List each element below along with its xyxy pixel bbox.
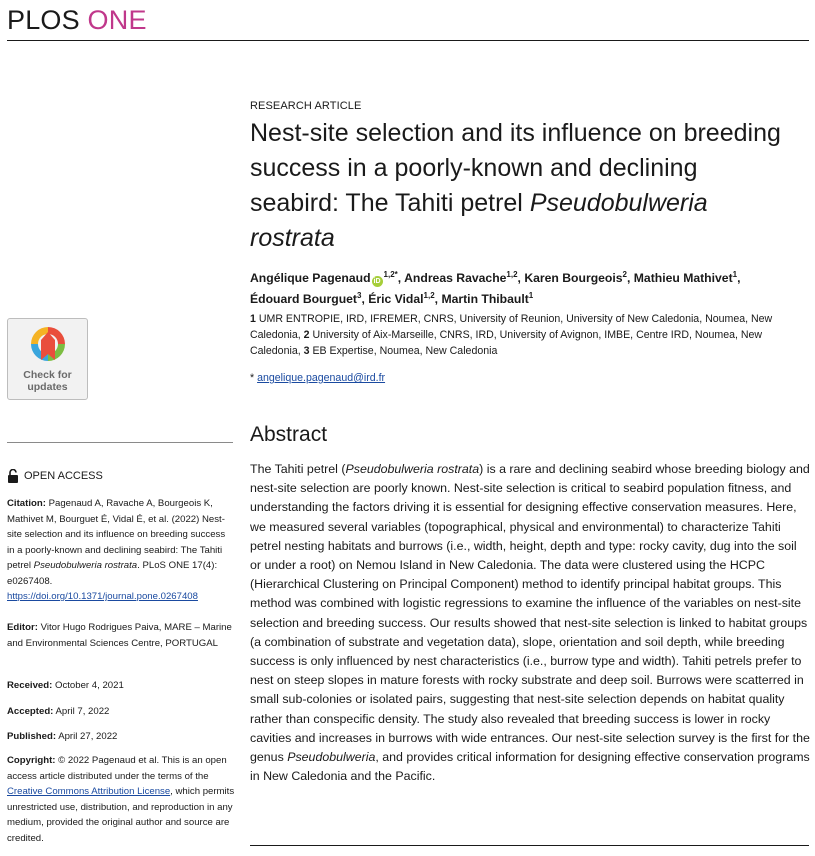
author[interactable]: Mathieu Mathivet — [633, 271, 733, 285]
abstract-text: The Tahiti petrel (Pseudobulweria rostrata) is a rare and declining seabird whose breeding biology and nest-site selection are poorly known. Nest-site selection is critical to seabird population fitness, and understanding the factors driving it is essential for designing effective conservation measures. Here, we measured several variables (topographical, physical and environmental) to characterize Tahiti petrel nesting habitats and burrows (i.e., width, height, depth and type: rocky cavity, dug into the soil or under a root) on Nemou Island in New Caledonia. The data were clustered using the HCPC (Hierarchical Clustering on Principal Component) method to identify principal habitat groups. This method was combined with logistic regressions to examine the influence of the variables on nest-site selection and breeding success. Our results showed that nest-site selection is linked to habitat groups (a combination of substrate and vegetation data), slope, orientation and soil depth, while breeding success is only influenced by nest characteristics (i.e., burrow type and width). Tahiti petrels prefer to nest on steep slopes in mature forests with rocky substrate and deep soil. Burrows were scatterred in small sub-colonies or isolated pairs, suggesting that nest-site selection depends on habitat quality rather than conspecific density. The study also revealed that breeding success is lower in rocky cavities and increases in burrows with wide entrances. Our nest-site selection survey is the first for the genus Pseudobulweria, and provides critical information for designing effective conservation programs in New Caledonia and the Pacific. — [250, 462, 810, 784]
license-link[interactable]: Creative Commons Attribution License — [7, 786, 171, 797]
journal-logo[interactable] — [7, 4, 147, 36]
article-title-species: Pseudobulweria rostrata — [250, 189, 708, 252]
affiliations: 1 UMR ENTROPIE, IRD, IFREMER, CNRS, University of Reunion, University of New Caledonia, Noumea, New Caledonia, 2 University of Aix-Marseille, CNRS, IRD, University of Avignon, IMBE, Centre IRD, Noumea, New Caledonia, 3 EB Expertise, Noumea, New Caledonia — [250, 313, 773, 357]
author-list: Angélique Pagenaud $iD^{1,2*}$, Andreas Ravache$^{1,2}$, Karen Bourgeois$^2$, Mathieu Mathivet$^1$, Édouard Bourguet$^3$, Éric Vidal$^{1,2}$, Martin Thibault$^1$ — [250, 270, 741, 306]
citation: Citation: Pagenaud A, Ravache A, Bourgeois K, Mathivet M, Bourguet É, Vidal É, et al. (2022) Nest-site selection and its influence on breeding success in a poorly-known and declining seabird: The Tahiti petrel Pseudobulweria rostrata. PLoS ONE 17(4): e0267408. https://doi.org/10.1371/journal.pone.0267408 — [7, 498, 226, 602]
author[interactable]: Éric Vidal — [368, 292, 424, 306]
editor: Editor: Vitor Hugo Rodrigues Paiva, MARE – Marine and Environmental Sciences Centre, PORTUGAL — [7, 622, 232, 649]
open-lock-icon — [7, 469, 19, 483]
journal-name-one: ONE — [87, 5, 147, 35]
check-updates-label: Check for updates — [23, 369, 72, 393]
check-updates-icon — [28, 324, 68, 368]
article-type: RESEARCH ARTICLE — [250, 100, 362, 112]
correspondence-email-link[interactable]: angelique.pagenaud@ird.fr — [257, 372, 386, 384]
correspondence: * angelique.pagenaud@ird.fr — [250, 372, 386, 384]
author[interactable]: Angélique Pagenaud — [250, 271, 371, 285]
abstract-bottom-divider — [250, 845, 809, 846]
article-title — [250, 116, 790, 256]
copyright: Copyright: © 2022 Pagenaud et al. This is an open access article distributed under the terms of the Creative Commons Attribution License, which permits unrestricted use, distribution, and reproduction in any medium, provided the original author and source are credited. — [7, 755, 235, 844]
orcid-icon[interactable]: iD — [373, 278, 381, 285]
sidebar-divider — [7, 442, 233, 443]
author[interactable]: Karen Bourgeois — [524, 271, 623, 285]
open-access-label: OPEN ACCESS — [7, 469, 103, 483]
author[interactable]: Martin Thibault — [441, 292, 529, 306]
doi-link[interactable]: https://doi.org/10.1371/journal.pone.0267408 — [7, 591, 198, 602]
accepted-date: Accepted: April 7, 2022 — [7, 706, 110, 717]
published-date: Published: April 27, 2022 — [7, 731, 118, 742]
abstract-heading: Abstract — [250, 423, 328, 446]
received-date: Received: October 4, 2021 — [7, 680, 124, 691]
header-divider — [7, 40, 809, 41]
corresponding-author-mark: * — [394, 270, 398, 279]
article-title-main: Nest-site selection and its influence on breeding success in a poorly-known and declining seabird: The Tahiti petrel — [250, 119, 781, 217]
check-for-updates-badge[interactable] — [7, 318, 88, 400]
author[interactable]: Andreas Ravache — [404, 271, 507, 285]
author[interactable]: Édouard Bourguet — [250, 292, 357, 306]
journal-name-plos: PLOS — [7, 5, 80, 35]
